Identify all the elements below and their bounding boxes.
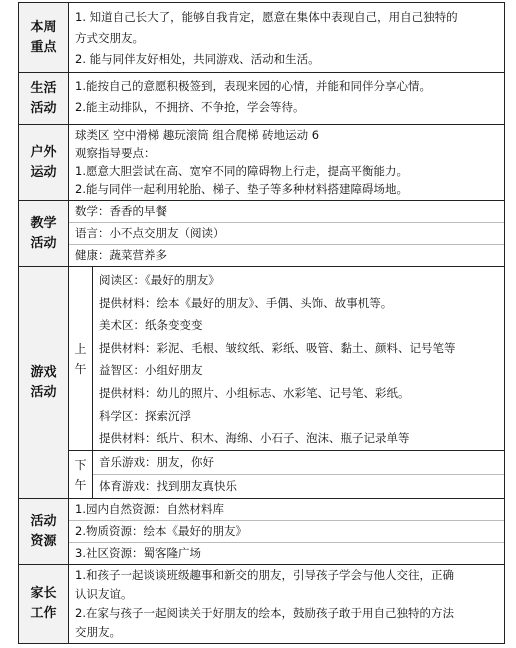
row-daily-life [19, 73, 504, 125]
row-resources [19, 499, 504, 565]
text-line: 健康：蔬菜营养多 [75, 248, 167, 262]
text-line: 2.能主动排队，不拥挤、不争抢，学会等待。 [75, 100, 305, 114]
text-line: 2.物质资源：绘本《最好的朋友》 [69, 521, 504, 543]
text-line: 提供材料：幼儿的照片、小组标志、水彩笔、记号笔、彩纸。 [99, 385, 410, 400]
text-line: 科学区：探索沉浮 [99, 408, 191, 423]
period-char: 下 [74, 457, 87, 472]
row-parent-work [19, 565, 504, 643]
category-label: 资源 [30, 533, 57, 549]
morning-section [69, 267, 504, 451]
category-label: 工作 [30, 606, 57, 621]
category-cell [19, 73, 69, 124]
row-teaching [19, 201, 504, 267]
category-cell [19, 201, 69, 266]
period-char: 午 [74, 477, 87, 492]
row-games [19, 267, 504, 499]
category-cell [19, 3, 69, 72]
period-label-afternoon [69, 451, 93, 498]
category-cell [19, 499, 69, 564]
text-line: 球类区 空中滑梯 趣玩滚筒 组合爬梯 砖地运动 6 [75, 128, 320, 142]
text-line: 提供材料：纸片、积木、海绵、小石子、泡沫、瓶子记录单等 [99, 431, 410, 446]
text-line: 1.能按自己的意愿积极签到，表现来园的心情，并能和同伴分享心情。 [75, 79, 431, 93]
text-line: 语言：小不点交朋友（阅读） [69, 223, 504, 245]
text-line: 音乐游戏：朋友，你好 [93, 451, 504, 475]
text-line: 提供材料：彩泥、毛根、皱纹纸、彩纸、吸管、黏土、颜料、记号笔等 [99, 340, 456, 355]
period-char: 午 [74, 361, 87, 376]
content-cell [69, 565, 504, 643]
text-line: 交朋友。 [75, 625, 121, 639]
category-label: 家长 [30, 586, 57, 601]
weekly-plan-table [18, 2, 505, 644]
category-label: 重点 [30, 39, 57, 55]
text-line: 1. 知道自己长大了，能够自我肯定，愿意在集体中表现自己，用自己独特的 [75, 10, 458, 24]
text-line: 2. 能与同伴友好相处，共同游戏、活动和生活。 [75, 52, 320, 66]
text-line: 提供材料：绘本《最好的朋友》、手偶、头饰、故事机等。 [99, 295, 393, 310]
category-label: 游戏 [30, 364, 57, 380]
content-cell [69, 3, 504, 72]
category-label: 户外 [30, 144, 57, 160]
text-line: 3.社区资源：蜀客隆广场 [75, 546, 201, 560]
text-line: 2.能与同伴一起利用轮胎、梯子、垫子等多种材料搭建障碍场地。 [75, 182, 408, 196]
text-line: 阅读区：《最好的朋友》 [99, 273, 220, 287]
afternoon-section [69, 451, 504, 498]
period-char: 上 [74, 341, 87, 356]
text-line: 认识友谊。 [75, 587, 133, 601]
text-line: 1.和孩子一起谈谈班级趣事和新交的朋友，引导孩子学会与他人交往，正确 [75, 568, 454, 582]
text-line: 数学：香香的早餐 [69, 201, 504, 223]
text-line: 美术区：纸条变变变 [99, 318, 203, 333]
period-label-morning [69, 267, 93, 450]
category-label: 活动 [30, 235, 57, 251]
category-label: 生活 [30, 80, 57, 96]
text-line: 2.在家与孩子一起阅读关于好朋友的绘本，鼓励孩子敢于用自己独特的方法 [75, 606, 454, 620]
text-line: 方式交朋友。 [75, 31, 144, 45]
category-label: 本周 [30, 19, 57, 35]
content-cell [69, 499, 504, 564]
category-label: 教学 [30, 215, 57, 231]
content-cell [69, 125, 504, 200]
morning-content [93, 267, 504, 450]
category-label: 运动 [30, 164, 57, 180]
afternoon-content [93, 451, 504, 498]
row-weekly-focus [19, 3, 504, 73]
content-cell [69, 73, 504, 124]
text-line: 1.愿意大胆尝试在高、宽窄不同的障碍物上行走，提高平衡能力。 [75, 164, 408, 178]
category-label: 活动 [30, 513, 57, 529]
category-label: 活动 [30, 100, 57, 116]
category-cell [19, 565, 69, 643]
row-outdoor-sports [19, 125, 504, 201]
category-cell [19, 125, 69, 200]
text-line: 观察指导要点： [75, 146, 156, 160]
content-cell [69, 201, 504, 266]
text-line: 体育游戏：找到朋友真快乐 [99, 479, 237, 493]
category-cell [19, 267, 69, 498]
category-label: 活动 [30, 384, 57, 400]
text-line: 益智区：小组好朋友 [99, 363, 203, 378]
text-line: 1.园内自然资源：自然材料库 [69, 499, 504, 521]
